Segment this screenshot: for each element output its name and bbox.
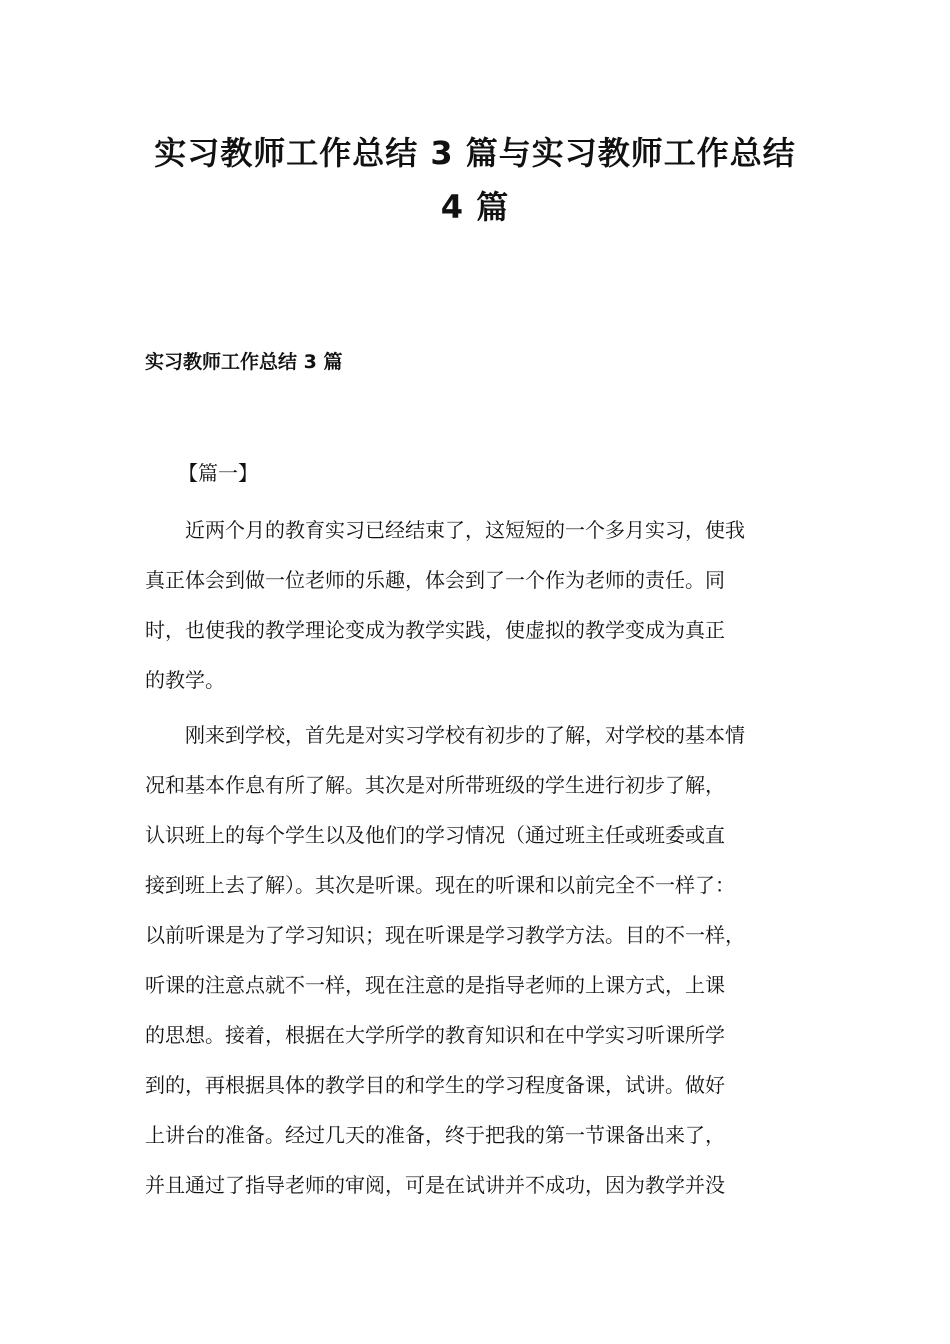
paragraph-line: 接到班上去了解）。其次是听课。现在的听课和以前完全不一样了：	[145, 873, 735, 897]
paragraph-line: 近两个月的教育实习已经结束了，这短短的一个多月实习，使我	[145, 518, 745, 542]
section-heading: 实习教师工作总结 3 篇	[145, 351, 343, 373]
document-title-line-2: 4 篇	[440, 188, 510, 226]
paragraph-line: 真正体会到做一位老师的乐趣，体会到了一个作为老师的责任。同	[145, 568, 725, 592]
paragraph-line: 时，也使我的教学理论变成为教学实践，使虚拟的教学变成为真正	[145, 618, 725, 642]
paragraph-line: 并且通过了指导老师的审阅，可是在试讲并不成功，因为教学并没	[145, 1173, 725, 1197]
paragraph-line: 的教学。	[145, 668, 225, 692]
paragraph-2	[145, 710, 815, 1210]
part-label: 【篇一】	[178, 461, 258, 485]
paragraph-line: 认识班上的每个学生以及他们的学习情况（通过班主任或班委或直	[145, 823, 725, 847]
paragraph-line: 上讲台的准备。经过几天的准备，终于把我的第一节课备出来了，	[145, 1123, 725, 1147]
paragraph-line: 听课的注意点就不一样，现在注意的是指导老师的上课方式，上课	[145, 973, 725, 997]
paragraph-line: 的思想。接着，根据在大学所学的教育知识和在中学实习听课所学	[145, 1023, 725, 1047]
paragraph-line: 以前听课是为了学习知识；现在听课是学习教学方法。目的不一样，	[145, 923, 745, 947]
paragraph-line: 刚来到学校，首先是对实习学校有初步的了解，对学校的基本情	[145, 723, 745, 747]
paragraph-line: 到的，再根据具体的教学目的和学生的学习程度备课，试讲。做好	[145, 1073, 725, 1097]
paragraph-line: 况和基本作息有所了解。其次是对所带班级的学生进行初步了解，	[145, 773, 725, 797]
document-title-line-1: 实习教师工作总结 3 篇与实习教师工作总结	[154, 134, 796, 172]
document-title	[130, 126, 820, 234]
paragraph-1	[145, 505, 815, 705]
